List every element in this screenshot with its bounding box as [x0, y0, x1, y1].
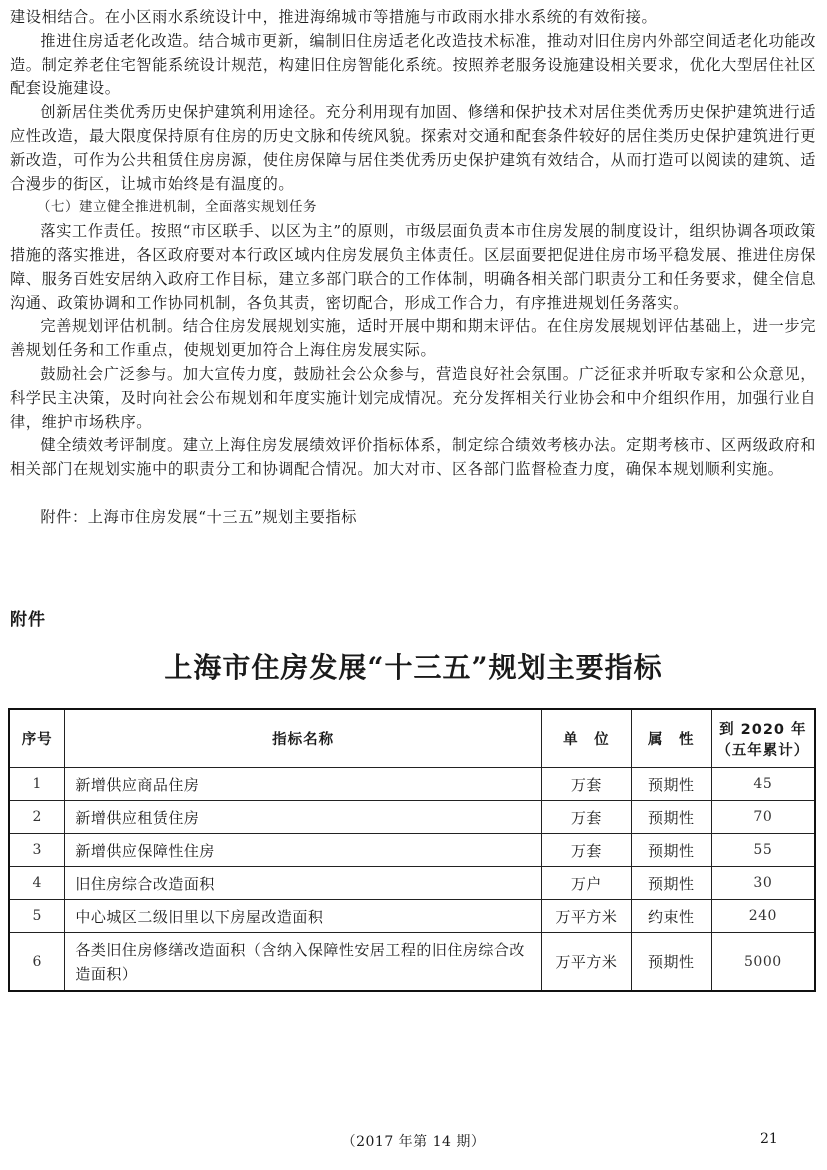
row-attribute: 预期性: [631, 801, 711, 834]
row-value: 70: [711, 801, 815, 834]
row-name: 中心城区二级旧里以下房屋改造面积: [65, 900, 542, 933]
table-row: [9, 933, 815, 992]
row-unit: 万户: [541, 867, 631, 900]
table-row: [9, 801, 815, 834]
attachment-note: 附件：上海市住房发展“十三五”规划主要指标: [40, 507, 358, 526]
header-target: [711, 709, 815, 768]
row-unit: 万平方米: [541, 933, 631, 992]
annex-label: 附件: [10, 610, 46, 630]
table-row: [9, 867, 815, 900]
row-value: 30: [711, 867, 815, 900]
header-unit: 单 位: [541, 709, 631, 768]
row-name: 旧住房综合改造面积: [65, 867, 542, 900]
row-name: 新增供应保障性住房: [65, 834, 542, 867]
row-unit: 万套: [541, 768, 631, 801]
row-name: 新增供应租赁住房: [65, 801, 542, 834]
row-name: 新增供应商品住房: [65, 768, 542, 801]
table-header-row: [9, 709, 815, 768]
row-no: 1: [9, 768, 65, 801]
table-row: [9, 900, 815, 933]
row-value: 55: [711, 834, 815, 867]
paragraph-evaluation: 完善规划评估机制。结合住房发展规划实施，适时开展中期和期末评估。在住房发展规划评估基础上，进一步完善规划任务和工作重点，使规划更加符合上海住房发展实际。: [10, 317, 816, 360]
row-no: 4: [9, 867, 65, 900]
row-attribute: 预期性: [631, 933, 711, 992]
header-target-line1: 到 2020 年: [719, 721, 807, 738]
paragraph-elderly-retrofit: 推进住房适老化改造。结合城市更新，编制旧住房适老化改造技术标准，推动对旧住房内外部空间适老化功能改造。制定养老住宅智能系统设计规范，构建旧住房智能化系统。按照养老服务设施建设相关要求，优化大型居住社区配套设施建设。: [10, 31, 816, 98]
row-attribute: 预期性: [631, 768, 711, 801]
row-no: 2: [9, 801, 65, 834]
row-unit: 万套: [541, 834, 631, 867]
row-name: 各类旧住房修缮改造面积（含纳入保障性安居工程的旧住房综合改造面积）: [65, 933, 542, 992]
issue-footer: （2017 年第 14 期）: [341, 1134, 486, 1150]
row-no: 6: [9, 933, 65, 992]
row-value: 5000: [711, 933, 815, 992]
body-text: [10, 6, 816, 530]
paragraph-participation: 鼓励社会广泛参与。加大宣传力度，鼓励社会公众参与，营造良好社会氛围。广泛征求并听取专家和公众意见，科学民主决策，及时向社会公布规划和年度实施计划完成情况。充分发挥相关行业协会和中介组织作用，加强行业自律，维护市场秩序。: [10, 364, 816, 431]
header-no: 序号: [9, 709, 65, 768]
paragraph-performance: 健全绩效考评制度。建立上海住房发展绩效评价指标体系，制定综合绩效考核办法。定期考核市、区两级政府和相关部门在规划实施中的职责分工和协调配合情况。加大对市、区各部门监督检查力度，确保本规划顺利实施。: [10, 436, 816, 479]
page-number: 21: [760, 1131, 778, 1147]
header-attribute: 属 性: [631, 709, 711, 768]
row-attribute: 约束性: [631, 900, 711, 933]
table-row: [9, 768, 815, 801]
row-value: 45: [711, 768, 815, 801]
paragraph-responsibility: 落实工作责任。按照“市区联手、以区为主”的原则，市级层面负责本市住房发展的制度设计，组织协调各项政策措施的落实推进，各区政府要对本行政区域内住房发展负主体责任。区层面要把促进住房市场平稳发展、推进住房保障、服务百姓安居纳入政府工作目标，建立多部门联合的工作体制，明确各相关部门职责分工和任务要求，健全信息沟通、政策协调和工作协同机制，各负其责，密切配合，形成工作合力，有序推进规划任务落实。: [10, 222, 816, 312]
header-target-line2: （五年累计）: [716, 742, 810, 759]
row-attribute: 预期性: [631, 834, 711, 867]
header-name: 指标名称: [65, 709, 542, 768]
paragraph-rainwater: 建设相结合。在小区雨水系统设计中，推进海绵城市等措施与市政雨水排水系统的有效衔接。: [10, 8, 658, 26]
row-attribute: 预期性: [631, 867, 711, 900]
table-row: [9, 834, 815, 867]
row-no: 5: [9, 900, 65, 933]
paragraph-historic-buildings: 创新居住类优秀历史保护建筑利用途径。充分利用现有加固、修缮和保护技术对居住类优秀历史保护建筑进行适应性改造，最大限度保持原有住房的历史文脉和传统风貌。探索对交通和配套条件较好的居住类历史保护建筑进行更新改造，可作为公共租赁住房房源，使住房保障与居住类优秀历史保护建筑有效结合，从而打造可以阅读的建筑、适合漫步的街区，让城市始终是有温度的。: [10, 103, 816, 193]
section-heading-7: （七）建立健全推进机制，全面落实规划任务: [37, 199, 317, 216]
row-no: 3: [9, 834, 65, 867]
row-value: 240: [711, 900, 815, 933]
row-unit: 万平方米: [541, 900, 631, 933]
indicators-table: [8, 708, 816, 992]
row-unit: 万套: [541, 801, 631, 834]
annex-title: 上海市住房发展“十三五”规划主要指标: [164, 651, 663, 684]
